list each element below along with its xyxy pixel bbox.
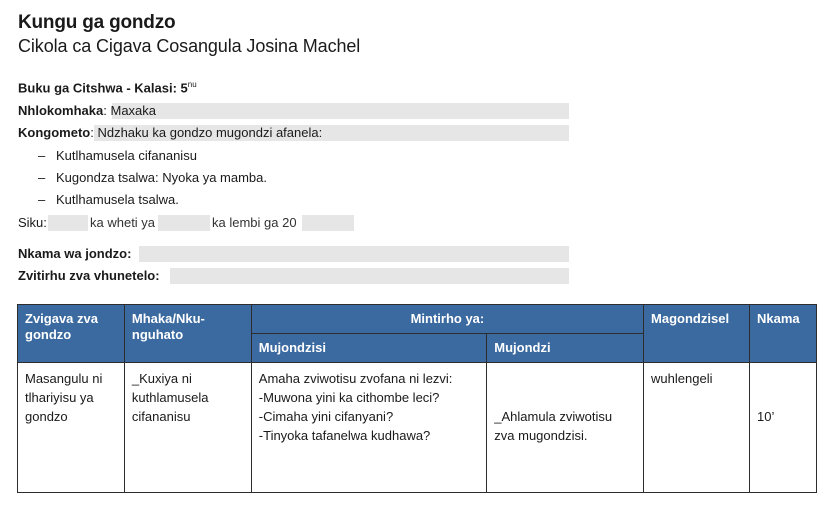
cell-student: _Ahlamula zviwotisu zva mugondzisi. (487, 363, 644, 493)
cell-time: 10’ (750, 363, 817, 493)
cell-content: _Kuxiya ni kuthlamusela cifananisu (124, 363, 251, 493)
header-teacher: Mujondzisi (251, 334, 487, 363)
subject-label: Nhlokomhaka (18, 103, 104, 118)
date-month-label: ka wheti ya (90, 215, 156, 230)
objective-item: – Kugondza tsalwa: Nyoka ya mamba. (38, 170, 267, 185)
cell-teacher: Amaha zviwotisu zvofana ni lezvi: -Muwona yini ka cithombe leci? -Cimaha yini cifanyani? -Tinyoka tafanelwa kudhawa? (251, 363, 487, 493)
objective-item: – Kutlhamusela cifananisu (38, 148, 197, 163)
date-day-fill (48, 215, 88, 231)
subject-line: Nhlokomhaka: Maxaka (18, 103, 157, 118)
objective-item: – Kutlhamusela tsalwa. (38, 192, 179, 207)
header-methods: Magondzisel (644, 305, 750, 363)
table-row (18, 363, 817, 493)
date-year-label: ka lembi ga 20 (212, 215, 297, 230)
lesson-plan-table (17, 304, 817, 493)
header-content: Mhaka/Nku-nguhato (124, 305, 251, 363)
materials-line (18, 268, 160, 283)
subject-fill (112, 103, 569, 119)
objective-value: Ndzhaku ka gondzo mugondzi afanela: (97, 125, 323, 140)
date-label: Siku: (18, 215, 47, 230)
objective-line: Kongometo: Ndzhaku ka gondzo mugondzi afanela: (18, 125, 323, 140)
header-student: Mujondzi (487, 334, 644, 363)
cell-method: wuhlengeli (644, 363, 750, 493)
duration-line (18, 246, 131, 261)
duration-label: Nkama wa jondzo: (18, 246, 132, 261)
header-time: Nkama (750, 305, 817, 363)
date-year-fill (302, 215, 354, 231)
objective-label: Kongometo (18, 125, 91, 140)
materials-fill (170, 268, 569, 284)
header-stage: Zvigava zva gondzo (18, 305, 125, 363)
book-label: Buku ga Citshwa - Kalasi: 5 (18, 80, 188, 96)
book-sup: nu (187, 80, 197, 89)
cell-stage: Masangulu ni tlhariyisu ya gondzo (18, 363, 125, 493)
date-month-fill (158, 215, 210, 231)
document-title: Kungu ga gondzo (18, 12, 176, 33)
duration-fill (139, 246, 569, 262)
materials-label: Zvitirhu zva vhunetelo: (18, 268, 160, 283)
book-line (18, 80, 197, 95)
header-activities: Mintirho ya: (251, 305, 643, 334)
subject-value: Maxaka (110, 103, 157, 118)
school-name: Cikola ca Cigava Cosangula Josina Machel (18, 36, 361, 56)
